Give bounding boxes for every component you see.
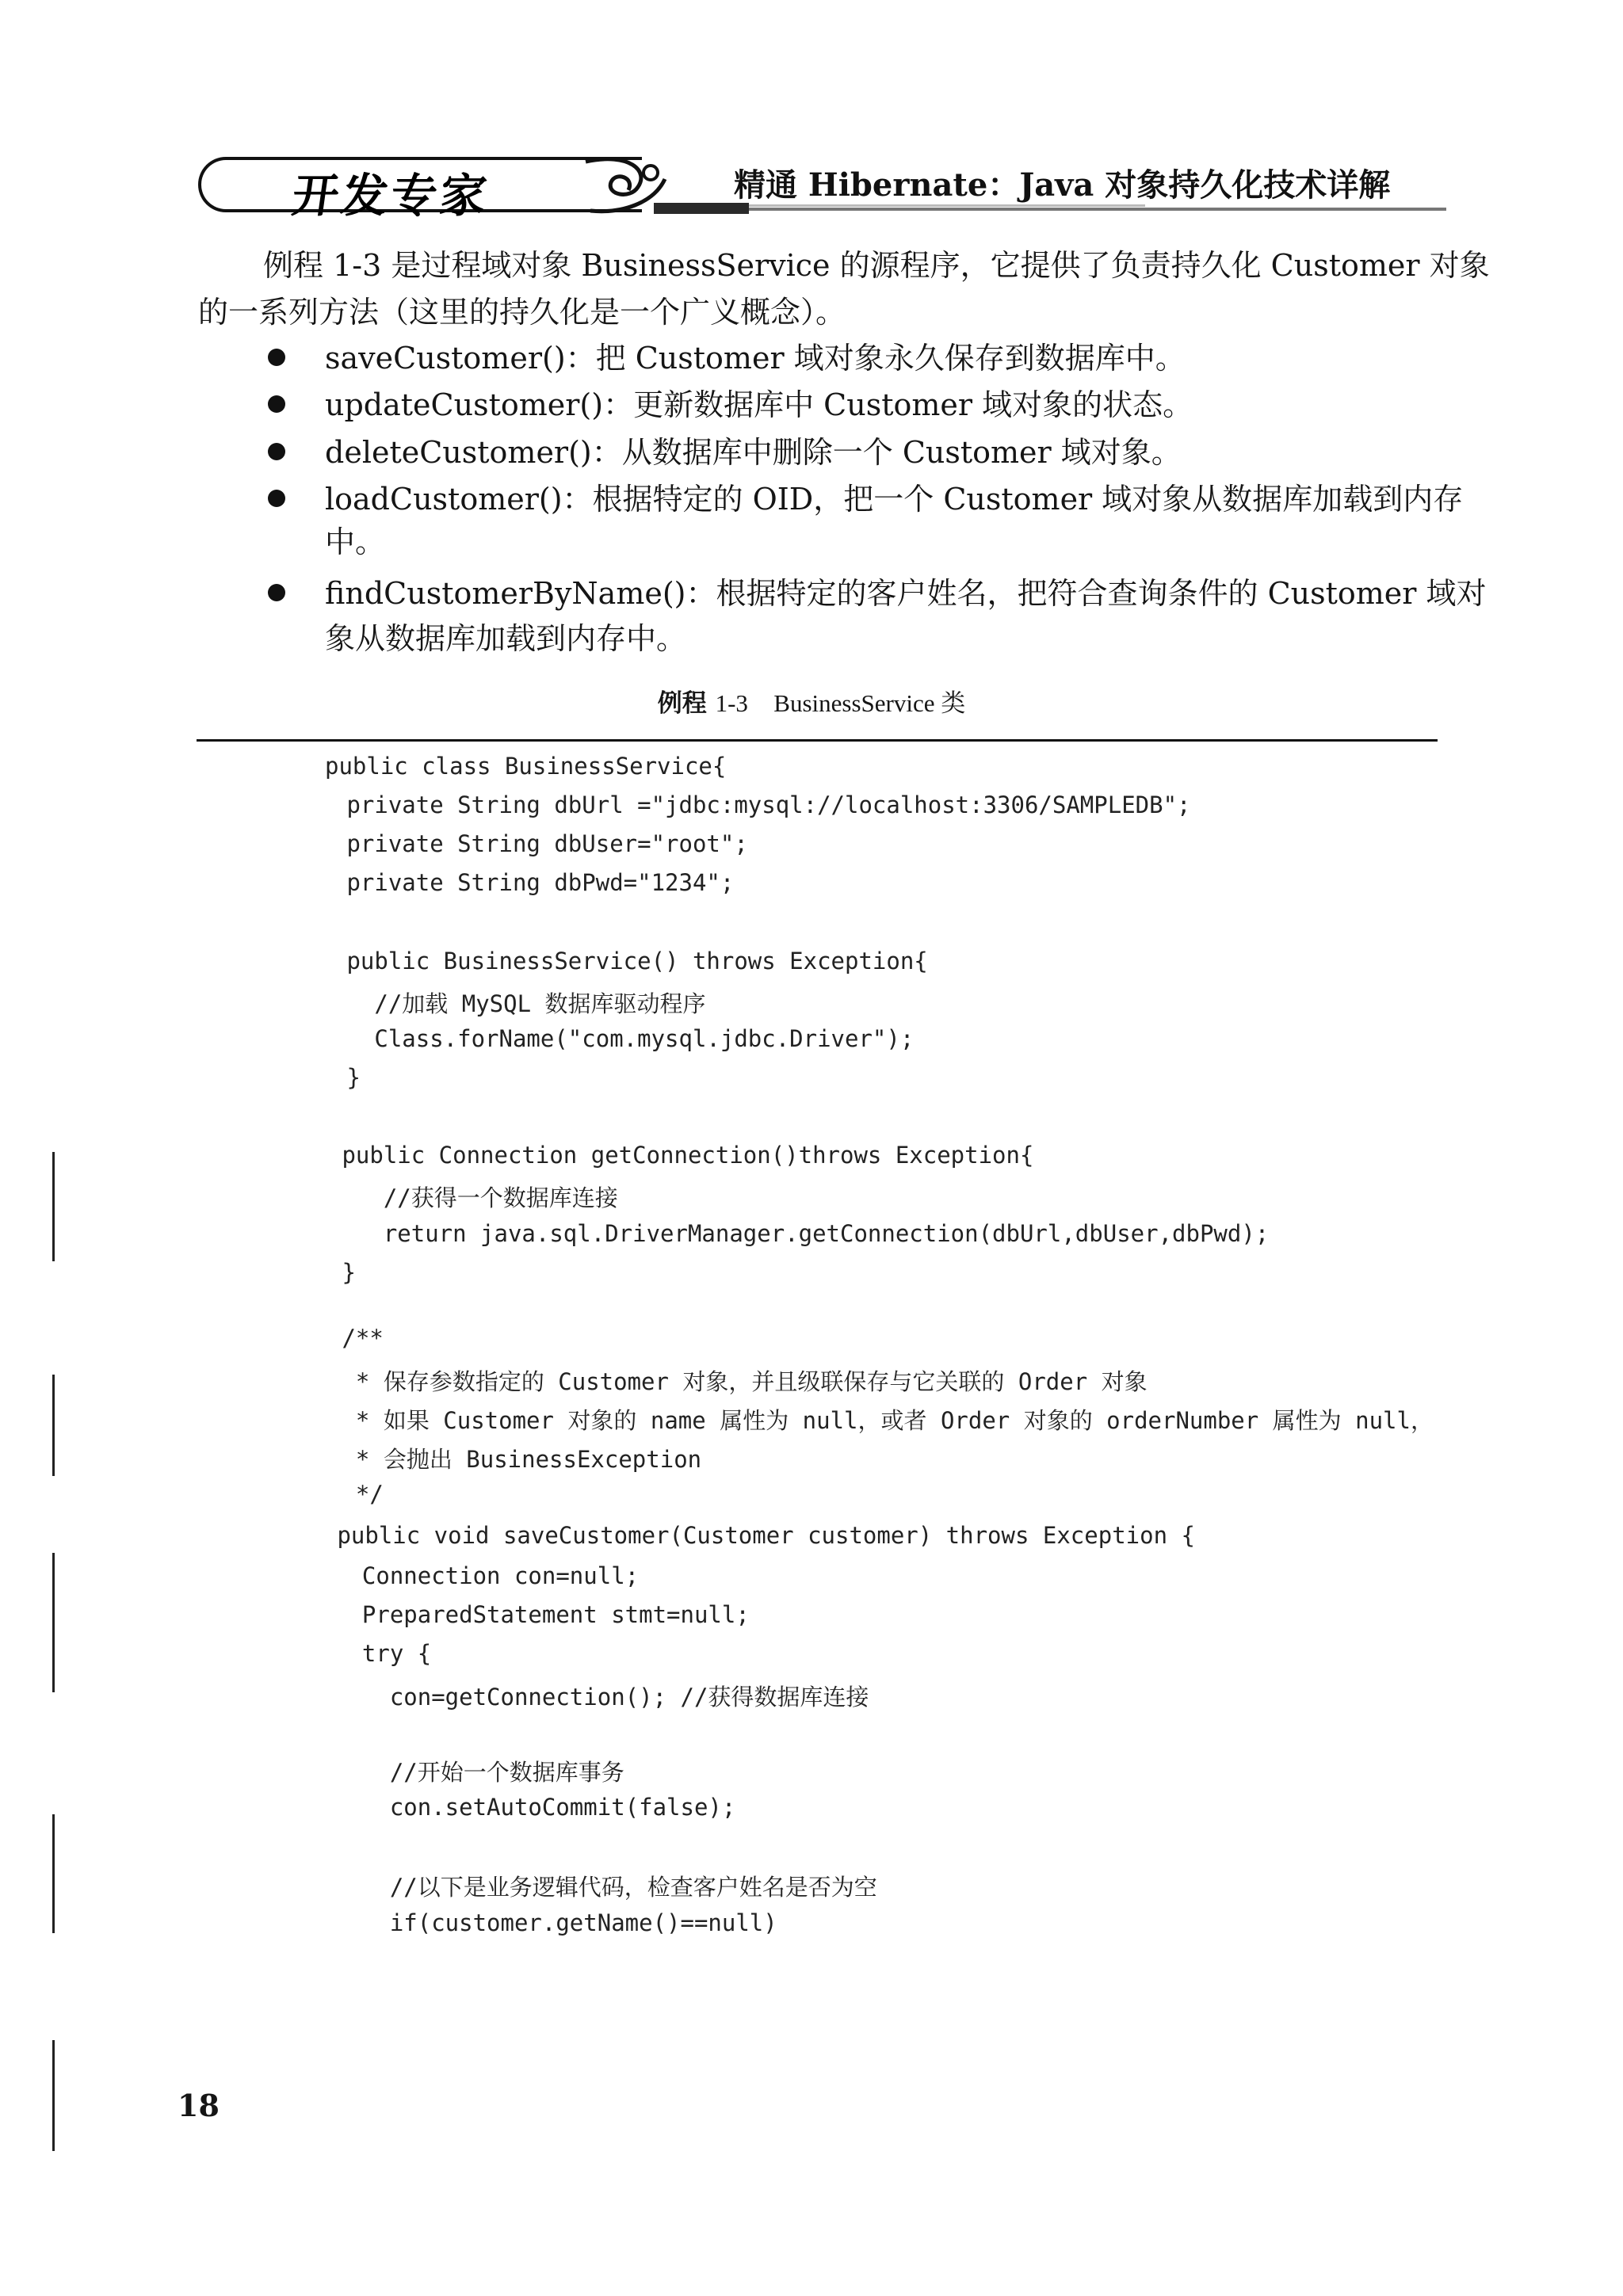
bullet-load-customer-cont: 中。 bbox=[325, 524, 386, 559]
bullet-find-customer: findCustomerByName()：根据特定的客户姓名，把符合查询条件的 Customer 域对 bbox=[325, 576, 1487, 611]
code-line: } bbox=[333, 1064, 361, 1091]
margin-change-bar bbox=[52, 1375, 55, 1476]
code-line: public Connection getConnection()throws Exception{ bbox=[328, 1142, 1034, 1169]
code-line: * 保存参数指定的 Customer 对象，并且级联保存与它关联的 Order 对象 bbox=[328, 1368, 1148, 1395]
page-header bbox=[198, 155, 1434, 227]
caption-number: 1-3 bbox=[715, 689, 748, 717]
bullet-save-customer: saveCustomer()：把 Customer 域对象永久保存到数据库中。 bbox=[325, 341, 1186, 376]
bullet-update-customer: updateCustomer()：更新数据库中 Customer 域对象的状态。 bbox=[325, 387, 1193, 422]
series-logo: 开发专家 bbox=[288, 169, 494, 223]
margin-change-bar bbox=[52, 1152, 55, 1261]
code-line: * 会抛出 BusinessException bbox=[328, 1446, 702, 1473]
margin-change-bar bbox=[52, 1814, 55, 1933]
bullet-dot bbox=[268, 395, 285, 413]
code-line: * 如果 Customer 对象的 name 属性为 null，或者 Order 对象的 orderNumber 属性为 null， bbox=[328, 1407, 1434, 1434]
listing-top-rule bbox=[197, 739, 1438, 742]
page-number: 18 bbox=[178, 2088, 220, 2123]
code-line: PreparedStatement stmt=null; bbox=[334, 1601, 750, 1628]
code-line: private String dbUrl ="jdbc:mysql://localhost:3306/SAMPLEDB"; bbox=[333, 791, 1191, 818]
code-line: Class.forName("com.mysql.jdbc.Driver"); bbox=[333, 1025, 915, 1052]
code-line: //以下是业务逻辑代码，检查客户姓名是否为空 bbox=[334, 1874, 877, 1901]
code-line: public BusinessService() throws Exception{ bbox=[333, 948, 928, 974]
margin-change-bar bbox=[52, 1553, 55, 1692]
code-line: Connection con=null; bbox=[334, 1562, 640, 1589]
bullet-delete-customer: deleteCustomer()：从数据库中删除一个 Customer 域对象。 bbox=[325, 435, 1182, 470]
code-line: //开始一个数据库事务 bbox=[334, 1759, 624, 1786]
code-line: //获得一个数据库连接 bbox=[328, 1184, 618, 1211]
code-line: //加载 MySQL 数据库驱动程序 bbox=[333, 990, 706, 1017]
code-line: con=getConnection(); //获得数据库连接 bbox=[334, 1684, 869, 1711]
code-line: if(customer.getName()==null) bbox=[334, 1909, 777, 1936]
code-line: private String dbPwd="1234"; bbox=[333, 869, 735, 896]
bullet-load-customer: loadCustomer()：根据特定的 OID，把一个 Customer 域对象从数据库加载到内存 bbox=[325, 482, 1464, 517]
code-line: public class BusinessService{ bbox=[325, 753, 727, 780]
bullet-dot bbox=[268, 490, 285, 507]
bullet-dot bbox=[268, 443, 285, 460]
bullet-find-customer-cont: 象从数据库加载到内存中。 bbox=[325, 621, 687, 656]
code-line: return java.sql.DriverManager.getConnection(dbUrl,dbUser,dbPwd); bbox=[328, 1220, 1270, 1247]
bullet-dot bbox=[268, 584, 285, 601]
listing-caption bbox=[0, 683, 1623, 719]
code-line: public void saveCustomer(Customer customer) throws Exception { bbox=[323, 1522, 1195, 1549]
intro-line-1: 例程 1-3 是过程域对象 BusinessService 的源程序，它提供了负责持久化 Customer 对象 bbox=[263, 248, 1490, 283]
code-line: try { bbox=[334, 1640, 432, 1667]
code-line: private String dbUser="root"; bbox=[333, 830, 748, 857]
code-line: */ bbox=[328, 1481, 384, 1508]
intro-line-2: 的一系列方法（这里的持久化是一个广义概念）。 bbox=[198, 295, 846, 330]
caption-name: BusinessService 类 bbox=[773, 689, 966, 717]
code-line: } bbox=[328, 1259, 356, 1286]
margin-change-bar bbox=[52, 2040, 55, 2151]
caption-prefix: 例程 bbox=[657, 689, 707, 718]
book-title: 精通 Hibernate：Java 对象持久化技术详解 bbox=[734, 166, 1391, 204]
bullet-dot bbox=[268, 349, 285, 366]
code-line: /** bbox=[328, 1325, 384, 1352]
code-line: con.setAutoCommit(false); bbox=[334, 1794, 736, 1821]
